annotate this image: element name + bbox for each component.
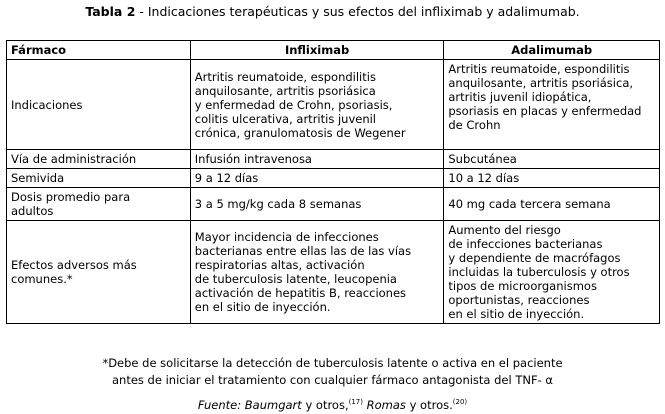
row-label-efectos: Efectos adversos más comunes.* (7, 221, 191, 324)
table-footnote (0, 355, 665, 389)
cell-infliximab-indicaciones: Artritis reumatoide, espondilitis anquilosante, artritis psoriásica y enfermedad de Crohn, psoriasis, colitis ulcerativa, artritis juvenil crónica, granulomatosis de Wegener (190, 60, 444, 150)
header-farmaco: Fármaco (7, 41, 191, 60)
cell-adalimumab-efectos: Aumento del riesgo de infecciones bacterianas y dependiente de macrófagos incluidas la tuberculosis y otros tipos de microorganismos oportunistas, reacciones en el sitio de inyección. (444, 221, 660, 324)
source-author-1: Baumgart (244, 398, 302, 412)
cell-adalimumab-via: Subcutánea (444, 150, 660, 169)
table-caption-text: - Indicaciones terapéuticas y sus efectos del infliximab y adalimumab. (135, 4, 580, 19)
table-row (7, 150, 660, 169)
cell-adalimumab-semivida: 10 a 12 días (444, 169, 660, 188)
table-source (0, 398, 665, 412)
row-label-semivida: Semivida (7, 169, 191, 188)
table-row (7, 221, 660, 324)
row-label-via: Vía de administración (7, 150, 191, 169)
source-label: Fuente: (197, 398, 242, 412)
source-author-2: Romas (366, 398, 406, 412)
cell-infliximab-via: Infusión intravenosa (190, 150, 444, 169)
cell-adalimumab-indicaciones: Artritis reumatoide, espondilitis anquilosante, artritis psoriásica, artritis juvenil idiopática, psoriasis en placas y enfermedad de Crohn (444, 60, 660, 150)
table-header-row (7, 41, 660, 60)
table-row (7, 188, 660, 221)
source-mid-2: y otros. (405, 398, 453, 412)
table-caption-label: Tabla 2 (85, 4, 136, 19)
source-ref-2: (20) (452, 398, 468, 407)
row-label-dosis: Dosis promedio para adultos (7, 188, 191, 221)
cell-infliximab-efectos: Mayor incidencia de infecciones bacterianas entre ellas las de las vías respiratorias altas, activación de tuberculosis latente, leucopenia activación de hepatitis B, reacciones en el sitio de inyección. (190, 221, 444, 324)
footnote-line-2: antes de iniciar el tratamiento con cualquier fármaco antagonista del TNF- α (111, 373, 553, 387)
cell-infliximab-dosis: 3 a 5 mg/kg cada 8 semanas (190, 188, 444, 221)
table-caption (0, 4, 665, 20)
cell-infliximab-semivida: 9 a 12 días (190, 169, 444, 188)
cell-adalimumab-dosis: 40 mg cada tercera semana (444, 188, 660, 221)
therapeutic-indications-table (6, 40, 660, 324)
table-row (7, 60, 660, 150)
header-infliximab: Infliximab (190, 41, 444, 60)
row-label-indicaciones: Indicaciones (7, 60, 191, 150)
source-mid-1: y otros, (301, 398, 349, 412)
header-adalimumab: Adalimumab (444, 41, 660, 60)
source-ref-1: (17) (348, 398, 363, 407)
footnote-line-1: *Debe de solicitarse la detección de tuberculosis latente o activa en el paciente (102, 356, 563, 370)
table-row (7, 169, 660, 188)
